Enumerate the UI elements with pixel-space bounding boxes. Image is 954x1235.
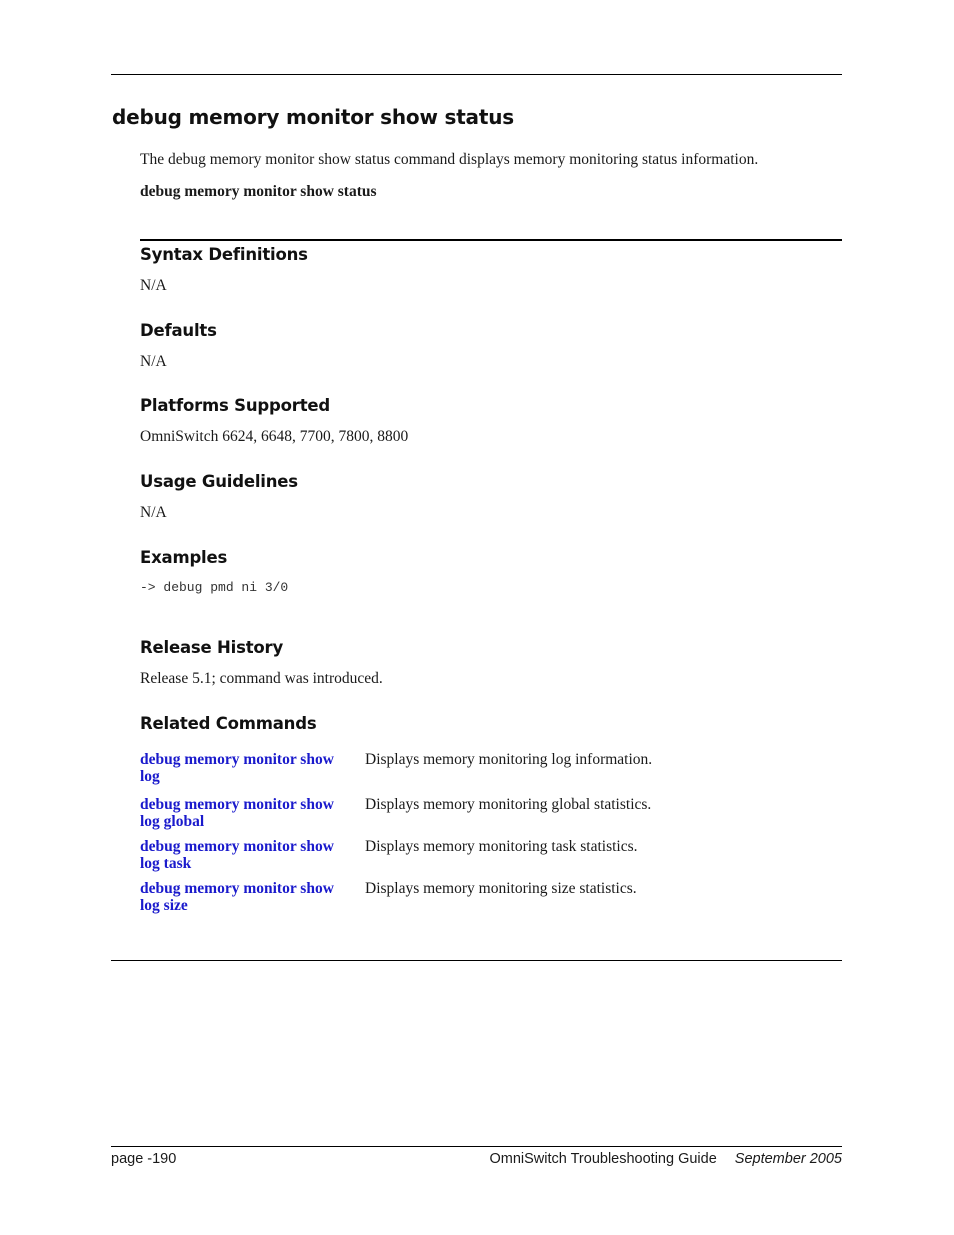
related-command-link[interactable]: [140, 751, 355, 787]
command-syntax: debug memory monitor show status: [140, 183, 377, 200]
related-command-link[interactable]: [140, 838, 355, 872]
section-end-rule: [111, 960, 842, 961]
related-command-link-line2: log global: [140, 813, 205, 830]
usage-heading: Usage Guidelines: [140, 472, 298, 491]
release-history-text: Release 5.1; command was introduced.: [140, 670, 383, 687]
related-command-link-line1: debug memory monitor show: [140, 880, 334, 897]
related-command-link-line1: debug memory monitor show: [140, 751, 334, 768]
platforms-text: OmniSwitch 6624, 6648, 7700, 7800, 8800: [140, 428, 409, 445]
defaults-heading: Defaults: [140, 321, 217, 340]
footer-guide-title: OmniSwitch Troubleshooting Guide: [489, 1151, 717, 1167]
related-command-link[interactable]: [140, 796, 355, 830]
examples-heading: Examples: [140, 548, 228, 567]
usage-text: N/A: [140, 504, 167, 521]
syntax-definitions-heading: Syntax Definitions: [140, 245, 308, 264]
related-command-link-line2: log size: [140, 897, 188, 914]
related-command-description: Displays memory monitoring task statistics.: [365, 838, 638, 855]
footer-page-number: page -190: [111, 1151, 177, 1167]
related-command-description: Displays memory monitoring log information.: [365, 751, 653, 768]
related-command-description: Displays memory monitoring size statistics.: [365, 880, 637, 897]
release-history-heading: Release History: [140, 638, 284, 657]
related-command-link-line2: log: [140, 768, 160, 785]
defaults-text: N/A: [140, 353, 167, 370]
section-rule: [140, 239, 842, 241]
related-command-link[interactable]: [140, 880, 355, 914]
related-commands-heading: Related Commands: [140, 714, 317, 733]
command-description: The debug memory monitor show status command displays memory monitoring status information.: [140, 151, 759, 168]
related-command-link-line2: log task: [140, 855, 192, 872]
footer-guide-info: [489, 1151, 842, 1167]
related-command-description: Displays memory monitoring global statistics.: [365, 796, 652, 813]
platforms-heading: Platforms Supported: [140, 396, 330, 415]
footer-rule: [111, 1146, 842, 1147]
example-code: -> debug pmd ni 3/0: [140, 580, 289, 595]
syntax-definitions-text: N/A: [140, 277, 167, 294]
related-command-link-line1: debug memory monitor show: [140, 796, 334, 813]
header-rule: [111, 74, 842, 75]
page-title: debug memory monitor show status: [112, 105, 514, 129]
related-command-link-line1: debug memory monitor show: [140, 838, 334, 855]
footer-date: September 2005: [734, 1151, 842, 1167]
